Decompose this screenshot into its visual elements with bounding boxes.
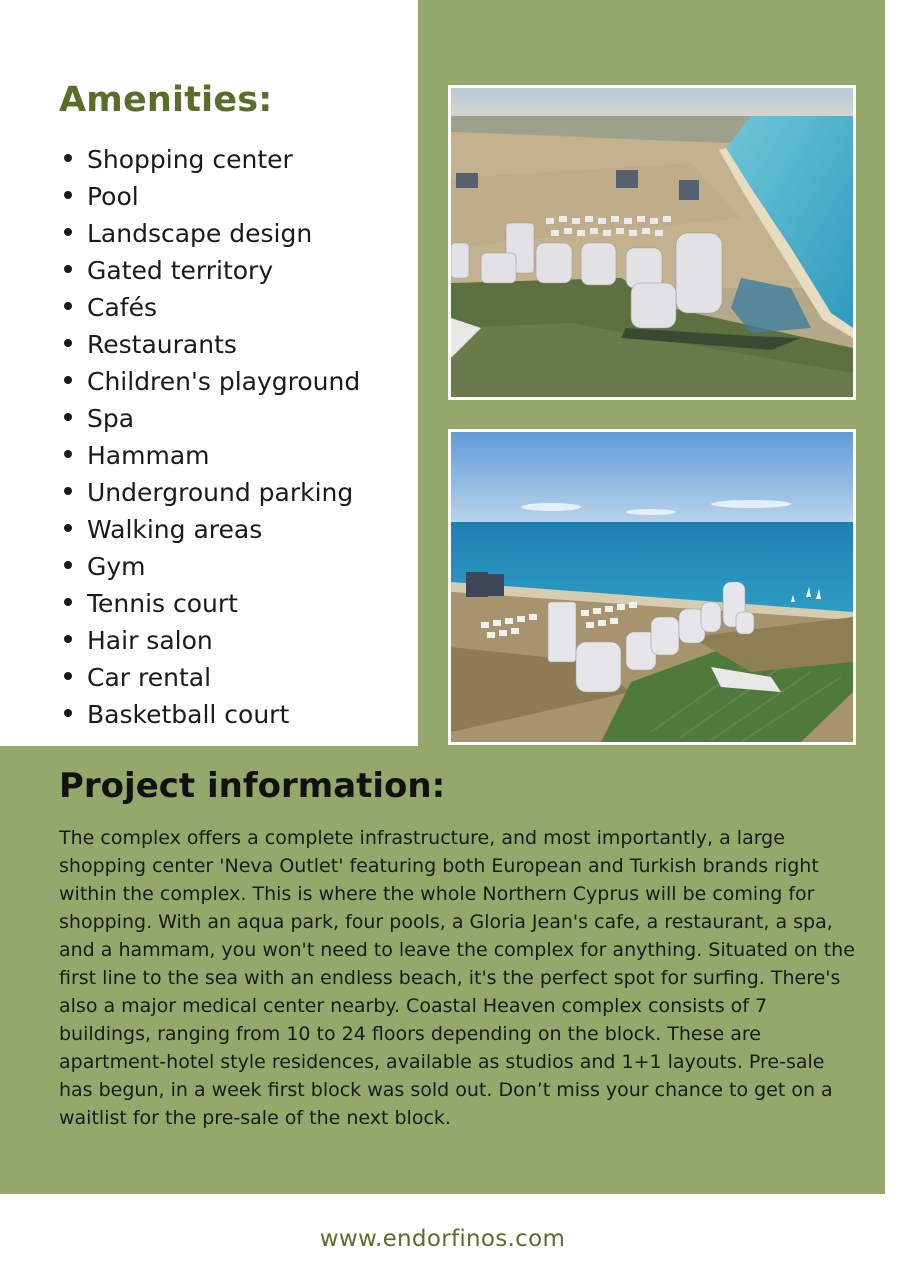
amenities-list: [64, 141, 360, 733]
bullet-icon: [64, 672, 72, 680]
list-item: [64, 548, 360, 585]
list-item: [64, 252, 360, 289]
bullet-icon: [64, 339, 72, 347]
list-item: [64, 178, 360, 215]
list-item: [64, 363, 360, 400]
bullet-icon: [64, 487, 72, 495]
bullet-icon: [64, 302, 72, 310]
list-item: [64, 622, 360, 659]
amenity-label: Restaurants: [87, 330, 237, 359]
list-item: [64, 141, 360, 178]
coastline-photo: [448, 429, 856, 745]
amenity-label: Hammam: [87, 441, 210, 470]
list-item: [64, 326, 360, 363]
bullet-icon: [64, 709, 72, 717]
amenity-label: Basketball court: [87, 700, 290, 729]
bullet-icon: [64, 413, 72, 421]
bullet-icon: [64, 228, 72, 236]
bullet-icon: [64, 376, 72, 384]
project-info-text: The complex offers a complete infrastructure, and most importantly, a large shopping center 'Neva Outlet' featuring both European and Turkish brands right within the complex. This is where the whole Northern Cyprus will be coming for shopping. With an aqua park, four pools, a Gloria Jean's cafe, a restaurant, a spa, and a hammam, you won't need to leave the complex for anything. Situated on the first line to the sea with an endless beach, it's the perfect spot for surfing. There's also a major medical center nearby. Coastal Heaven complex consists of 7 buildings, ranging from 10 to 24 floors depending on the block. These are apartment-hotel style residences, available as studios and 1+1 layouts. Pre-sale has begun, in a week first block was sold out. Don’t miss your chance to get on a waitlist for the pre-sale of the next block.: [59, 827, 855, 1129]
aerial-photo-image: [451, 88, 853, 397]
amenity-label: Pool: [87, 182, 139, 211]
list-item: [64, 511, 360, 548]
coastline-photo-image: [451, 432, 853, 742]
list-item: [64, 400, 360, 437]
bullet-icon: [64, 598, 72, 606]
amenity-label: Walking areas: [87, 515, 263, 544]
amenity-label: Underground parking: [87, 478, 354, 507]
list-item: [64, 437, 360, 474]
list-item: [64, 474, 360, 511]
amenity-label: Landscape design: [87, 219, 313, 248]
amenity-label: Children's playground: [87, 367, 361, 396]
amenity-label: Gated territory: [87, 256, 274, 285]
aerial-photo-coast: [448, 85, 856, 400]
amenity-label: Shopping center: [87, 145, 293, 174]
bullet-icon: [64, 561, 72, 569]
list-item: [64, 289, 360, 326]
amenities-title: Amenities:: [59, 80, 273, 120]
bullet-icon: [64, 635, 72, 643]
amenity-label: Tennis court: [87, 589, 238, 618]
bullet-icon: [64, 154, 72, 162]
amenity-label: Spa: [87, 404, 135, 433]
bullet-icon: [64, 524, 72, 532]
project-info-title: Project information:: [59, 766, 446, 806]
bullet-icon: [64, 265, 72, 273]
website-link[interactable]: www.endorfinos.com: [319, 1226, 566, 1252]
amenity-label: Cafés: [87, 293, 157, 322]
list-item: [64, 696, 360, 733]
list-item: [64, 585, 360, 622]
bullet-icon: [64, 450, 72, 458]
list-item: [64, 659, 360, 696]
amenity-label: Gym: [87, 552, 146, 581]
list-item: [64, 215, 360, 252]
amenity-label: Car rental: [87, 663, 212, 692]
bullet-icon: [64, 191, 72, 199]
amenity-label: Hair salon: [87, 626, 213, 655]
